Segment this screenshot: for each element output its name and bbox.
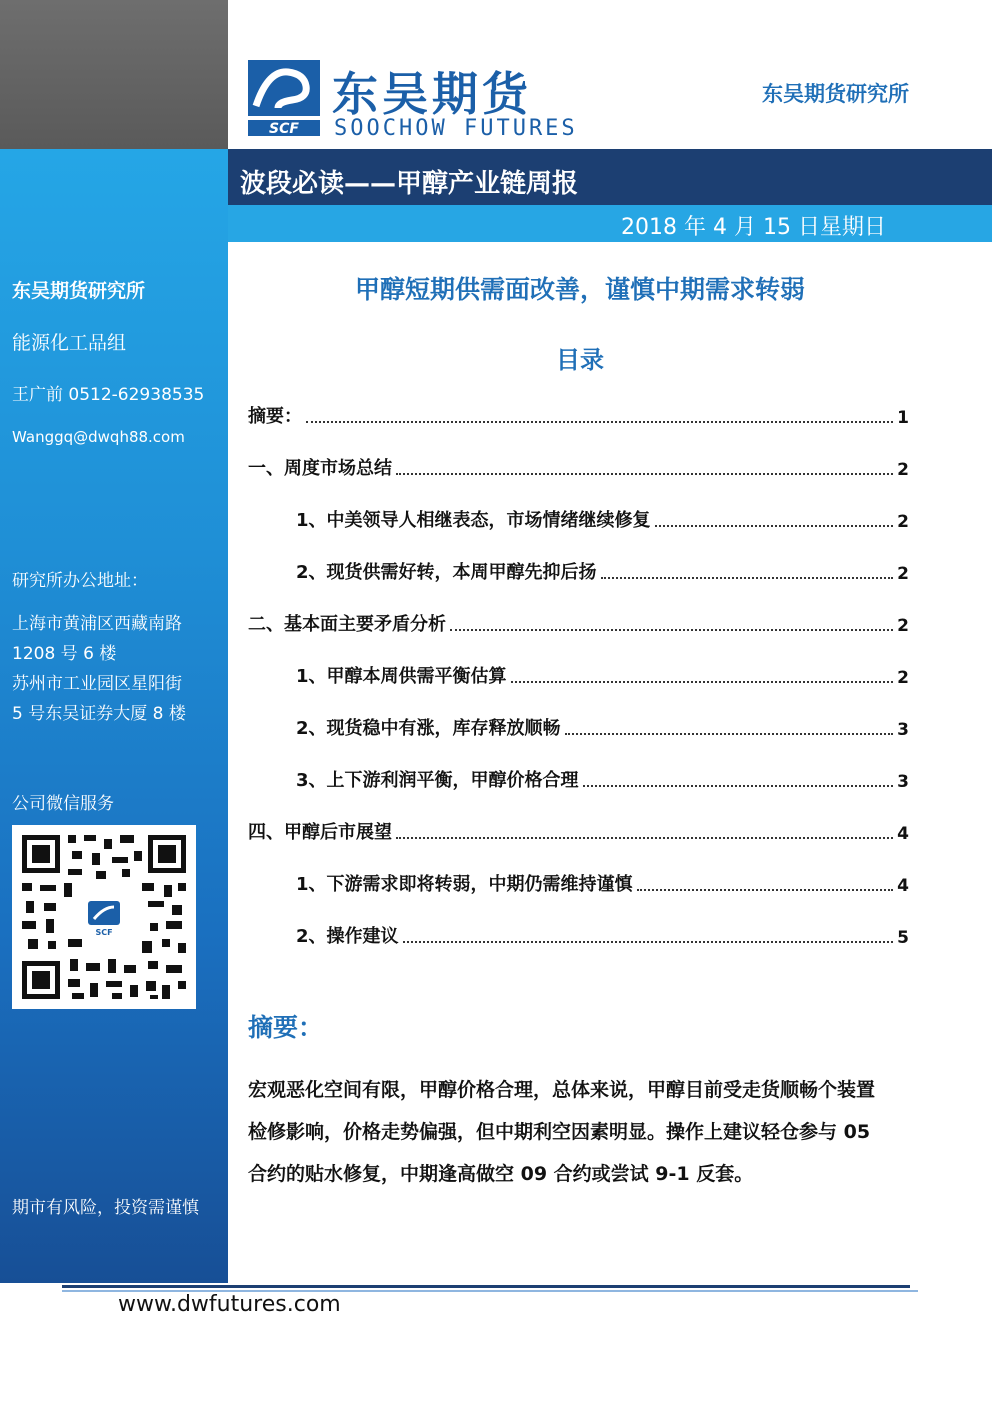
toc-entry-page: 3 — [897, 720, 909, 740]
toc-dot-leader — [396, 473, 893, 475]
toc-entry-label: 1、下游需求即将转弱，中期仍需维持谨慎 — [296, 874, 633, 895]
qr-code-icon — [12, 825, 196, 1009]
sidebar — [0, 149, 228, 1283]
footer-website-link[interactable]: www.dwfutures.com — [118, 1292, 341, 1317]
toc-entry-page: 4 — [897, 824, 909, 844]
footer-divider — [62, 1285, 910, 1288]
toc-entry-label: 2、现货稳中有涨，库存释放顺畅 — [296, 718, 561, 739]
toc-entry-page: 2 — [897, 564, 909, 584]
toc-entry-page: 3 — [897, 772, 909, 792]
toc-entry[interactable] — [248, 402, 909, 428]
toc-entry-label: 一、周度市场总结 — [248, 458, 392, 479]
toc-entry-label: 2、现货供需好转，本周甲醇先抑后扬 — [296, 562, 597, 583]
toc-entry[interactable] — [296, 766, 909, 792]
toc-dot-leader — [306, 421, 893, 423]
toc-dot-leader — [637, 889, 894, 891]
toc-title: 目录 — [556, 346, 604, 374]
toc-entry-page: 4 — [897, 876, 909, 896]
toc-entry-label: 摘要： — [248, 406, 302, 427]
toc-entry-label: 二、基本面主要矛盾分析 — [248, 614, 446, 635]
scf-logo-icon — [248, 60, 320, 136]
toc-entry-page: 2 — [897, 616, 909, 636]
toc-dot-leader — [583, 785, 894, 787]
toc-entry[interactable] — [296, 662, 909, 688]
wechat-label: 公司微信服务 — [12, 794, 114, 814]
toc-dot-leader — [450, 629, 893, 631]
sidebar-top-band — [0, 0, 228, 149]
logo-en: SOOCHOW FUTURES — [334, 116, 578, 141]
address-line: 1208 号 6 楼 — [12, 644, 117, 664]
toc-entry-page: 2 — [897, 512, 909, 532]
toc-dot-leader — [511, 681, 894, 683]
logo-cn: 东吴期货 — [332, 67, 532, 121]
address-line: 苏州市工业园区星阳街 — [12, 674, 182, 694]
toc-entry-label: 四、甲醇后市展望 — [248, 822, 392, 843]
sidebar-contact: 王广前 0512-62938535 — [12, 385, 205, 405]
toc-entry-page: 1 — [897, 408, 909, 428]
toc-entry-label: 2、操作建议 — [296, 926, 399, 947]
sidebar-org: 东吴期货研究所 — [12, 280, 146, 302]
toc-entry[interactable] — [296, 922, 909, 948]
toc-entry-page: 2 — [897, 460, 909, 480]
sidebar-group: 能源化工品组 — [12, 332, 127, 354]
toc-entry[interactable] — [296, 870, 909, 896]
svg-text:SCF: SCF — [95, 928, 113, 937]
company-logo — [248, 60, 320, 140]
toc-entry[interactable] — [296, 558, 909, 584]
toc-entry[interactable] — [296, 714, 909, 740]
institute-name: 东吴期货研究所 — [762, 82, 909, 106]
toc-dot-leader — [565, 733, 894, 735]
toc-dot-leader — [655, 525, 894, 527]
toc-entry[interactable] — [296, 506, 909, 532]
sidebar-email[interactable]: Wanggq@dwqh88.com — [12, 428, 185, 446]
toc-entry-page: 5 — [897, 928, 909, 948]
address-line: 上海市黄浦区西藏南路 — [12, 614, 182, 634]
toc-dot-leader — [396, 837, 893, 839]
toc-entry-page: 2 — [897, 668, 909, 688]
report-date: 2018 年 4 月 15 日星期日 — [621, 215, 886, 240]
report-title-bar — [228, 149, 992, 205]
summary-title: 摘要： — [248, 1013, 324, 1042]
toc-dot-leader — [403, 941, 894, 943]
toc-entry[interactable] — [248, 454, 909, 480]
report-title: 波段必读——甲醇产业链周报 — [240, 169, 579, 199]
toc-dot-leader — [601, 577, 894, 579]
toc-entry-label: 3、上下游利润平衡，甲醇价格合理 — [296, 770, 579, 791]
toc-entry[interactable] — [248, 818, 909, 844]
summary-line: 合约的贴水修复，中期逢高做空 09 合约或尝试 9-1 反套。 — [248, 1163, 754, 1185]
report-date-bar — [228, 205, 992, 242]
toc-entry-label: 1、中美领导人相继表态，市场情绪继续修复 — [296, 510, 651, 531]
wechat-qr-code — [12, 825, 196, 1009]
address-line: 5 号东吴证券大厦 8 楼 — [12, 704, 186, 724]
toc-entry[interactable] — [248, 610, 909, 636]
summary-line: 宏观恶化空间有限，甲醇价格合理，总体来说，甲醇目前受走货顺畅个装置 — [248, 1079, 876, 1101]
toc-entry-label: 1、甲醇本周供需平衡估算 — [296, 666, 507, 687]
headline: 甲醇短期供需面改善，谨慎中期需求转弱 — [354, 275, 805, 304]
summary-line: 检修影响，价格走势偏强，但中期利空因素明显。操作上建议轻仓参与 05 — [248, 1121, 871, 1143]
logo-mark: SCF — [269, 121, 299, 136]
risk-notice: 期市有风险，投资需谨慎 — [12, 1198, 199, 1218]
address-label: 研究所办公地址： — [12, 571, 148, 591]
